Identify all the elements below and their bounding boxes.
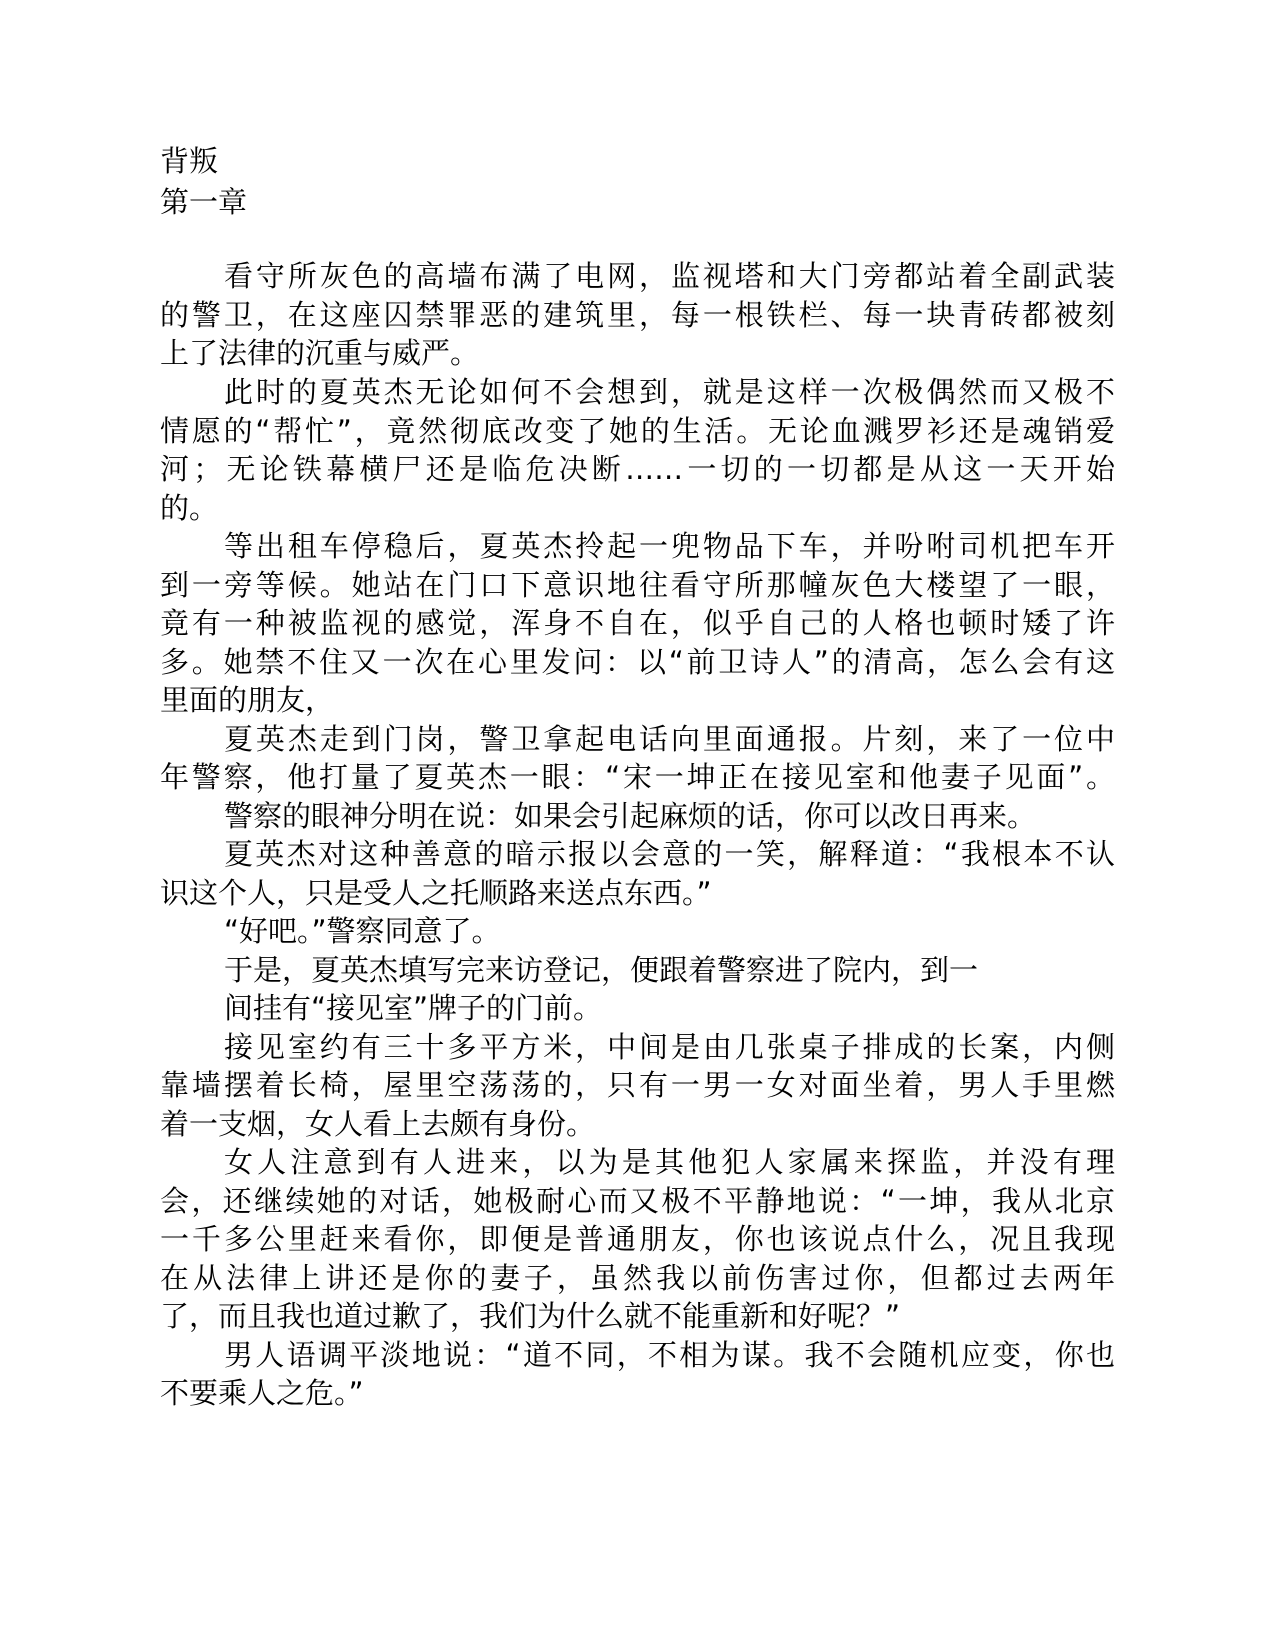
text-line: 此时的夏英杰无论如何不会想到，就是这样一次极偶然而又极不: [224, 375, 1115, 409]
text-line: 在从法律上讲还是你的妻子，虽然我以前伤害过你，但都过去两年: [160, 1261, 1115, 1295]
text-line: 情愿的“帮忙”，竟然彻底改变了她的生活。无论血溅罗衫还是魂销爱: [160, 414, 1115, 448]
document-title: 背叛: [160, 144, 219, 178]
text-line: 多。她禁不住又一次在心里发问：以“前卫诗人”的清高，怎么会有这: [160, 645, 1115, 679]
text-line: 接见室约有三十多平方米，中间是由几张桌子排成的长案，内侧: [224, 1030, 1115, 1064]
text-line: 着一支烟，女人看上去颇有身份。: [160, 1107, 596, 1141]
text-line: 里面的朋友，: [160, 683, 335, 717]
text-line: 识这个人，只是受人之托顺路来送点东西。”: [160, 876, 712, 910]
text-line: 男人语调平淡地说：“道不同，不相为谋。我不会随机应变，你也: [224, 1338, 1115, 1372]
text-line: 上了法律的沉重与威严。: [160, 336, 480, 370]
text-line: 的警卫，在这座囚禁罪恶的建筑里，每一根铁栏、每一块青砖都被刻: [160, 298, 1115, 332]
text-line: 看守所灰色的高墙布满了电网，监视塔和大门旁都站着全副武装: [224, 259, 1115, 293]
text-line: 不要乘人之危。”: [160, 1376, 364, 1410]
text-line: 年警察，他打量了夏英杰一眼：“宋一坤正在接见室和他妻子见面”。: [160, 760, 1115, 794]
text-line: 河；无论铁幕横尸还是临危决断……一切的一切都是从这一天开始: [160, 452, 1115, 486]
text-line: 了，而且我也道过歉了，我们为什么就不能重新和好呢？”: [160, 1299, 901, 1333]
text-line: 竟有一种被监视的感觉，浑身不自在，似乎自己的人格也顿时矮了许: [160, 606, 1115, 640]
text-line: 会，还继续她的对话，她极耐心而又极不平静地说：“一坤，我从北京: [160, 1184, 1115, 1218]
chapter-heading: 第一章: [160, 185, 248, 219]
text-line: 靠墙摆着长椅，屋里空荡荡的，只有一男一女对面坐着，男人手里燃: [160, 1068, 1115, 1102]
text-line: 夏英杰对这种善意的暗示报以会意的一笑，解释道：“我根本不认: [224, 837, 1115, 871]
text-line: 警察的眼神分明在说：如果会引起麻烦的话，你可以改日再来。: [224, 799, 1037, 833]
text-line: 到一旁等候。她站在门口下意识地往看守所那幢灰色大楼望了一眼，: [160, 568, 1115, 602]
text-line: 夏英杰走到门岗，警卫拿起电话向里面通报。片刻，来了一位中: [224, 722, 1115, 756]
text-line: 等出租车停稳后，夏英杰拎起一兜物品下车，并吩咐司机把车开: [224, 529, 1115, 563]
text-line: “好吧。”警察同意了。: [224, 914, 501, 948]
text-line: 间挂有“接见室”牌子的门前。: [224, 991, 603, 1025]
text-line: 的。: [160, 491, 219, 525]
text-line: 一千多公里赶来看你，即便是普通朋友，你也该说点什么，况且我现: [160, 1222, 1115, 1256]
text-line: 于是，夏英杰填写完来访登记，便跟着警察进了院内，到一: [224, 953, 979, 987]
text-line: 女人注意到有人进来，以为是其他犯人家属来探监，并没有理: [224, 1145, 1115, 1179]
